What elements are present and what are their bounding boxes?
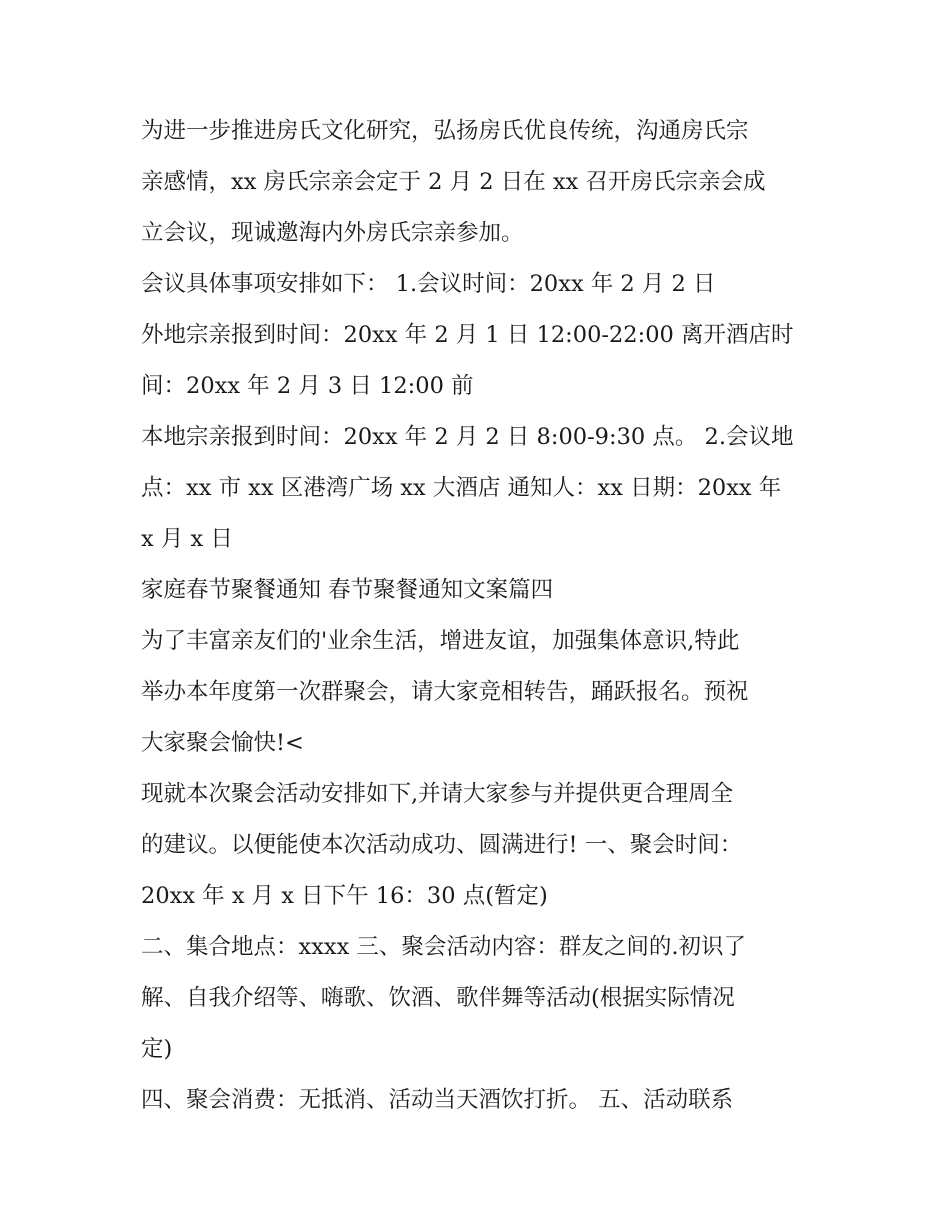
paragraph-line: 20xx 年 x 月 x 日下午 16：30 点(暂定) bbox=[141, 883, 548, 909]
paragraph-line: 为了丰富亲友们的'业余生活，增进友谊，加强集体意识,特此 bbox=[141, 628, 740, 654]
paragraph-line: x 月 x 日 bbox=[141, 526, 233, 552]
paragraph-line: 二、集合地点：xxxx 三、聚会活动内容：群友之间的.初识了 bbox=[141, 934, 747, 960]
paragraph-line: 举办本年度第一次群聚会，请大家竞相转告，踊跃报名。预祝 bbox=[141, 679, 749, 705]
paragraph-line: 解、自我介绍等、嗨歌、饮酒、歌伴舞等活动(根据实际情况 bbox=[141, 985, 735, 1011]
paragraph-line: 会议具体事项安排如下： 1.会议时间：20xx 年 2 月 2 日 bbox=[141, 271, 716, 297]
paragraph-line: 定) bbox=[141, 1036, 173, 1062]
paragraph-line: 为进一步推进房氏文化研究，弘扬房氏优良传统，沟通房氏宗 bbox=[141, 118, 749, 144]
paragraph-line: 现就本次聚会活动安排如下,并请大家参与并提供更合理周全 bbox=[141, 781, 734, 807]
section-heading: 家庭春节聚餐通知 春节聚餐通知文案篇四 bbox=[141, 577, 554, 603]
paragraph-line: 外地宗亲报到时间：20xx 年 2 月 1 日 12:00-22:00 离开酒店时 bbox=[141, 322, 794, 348]
paragraph-line: 四、聚会消费：无抵消、活动当天酒饮打折。 五、活动联系 bbox=[141, 1087, 734, 1113]
paragraph-line: 的建议。以便能使本次活动成功、圆满进行! 一、聚会时间： bbox=[141, 832, 743, 858]
document-body bbox=[141, 106, 821, 1126]
paragraph-line: 间：20xx 年 2 月 3 日 12:00 前 bbox=[141, 373, 474, 399]
paragraph-line: 亲感情，xx 房氏宗亲会定于 2 月 2 日在 xx 召开房氏宗亲会成 bbox=[141, 169, 766, 195]
paragraph-line: 大家聚会愉快!< bbox=[141, 730, 304, 756]
paragraph-line: 立会议，现诚邀海内外房氏宗亲参加。 bbox=[141, 220, 524, 246]
paragraph-line: 本地宗亲报到时间：20xx 年 2 月 2 日 8:00-9:30 点。 2.会议地 bbox=[141, 424, 794, 450]
paragraph-line: 点：xx 市 xx 区港湾广场 xx 大酒店 通知人：xx 日期：20xx 年 bbox=[141, 475, 782, 501]
